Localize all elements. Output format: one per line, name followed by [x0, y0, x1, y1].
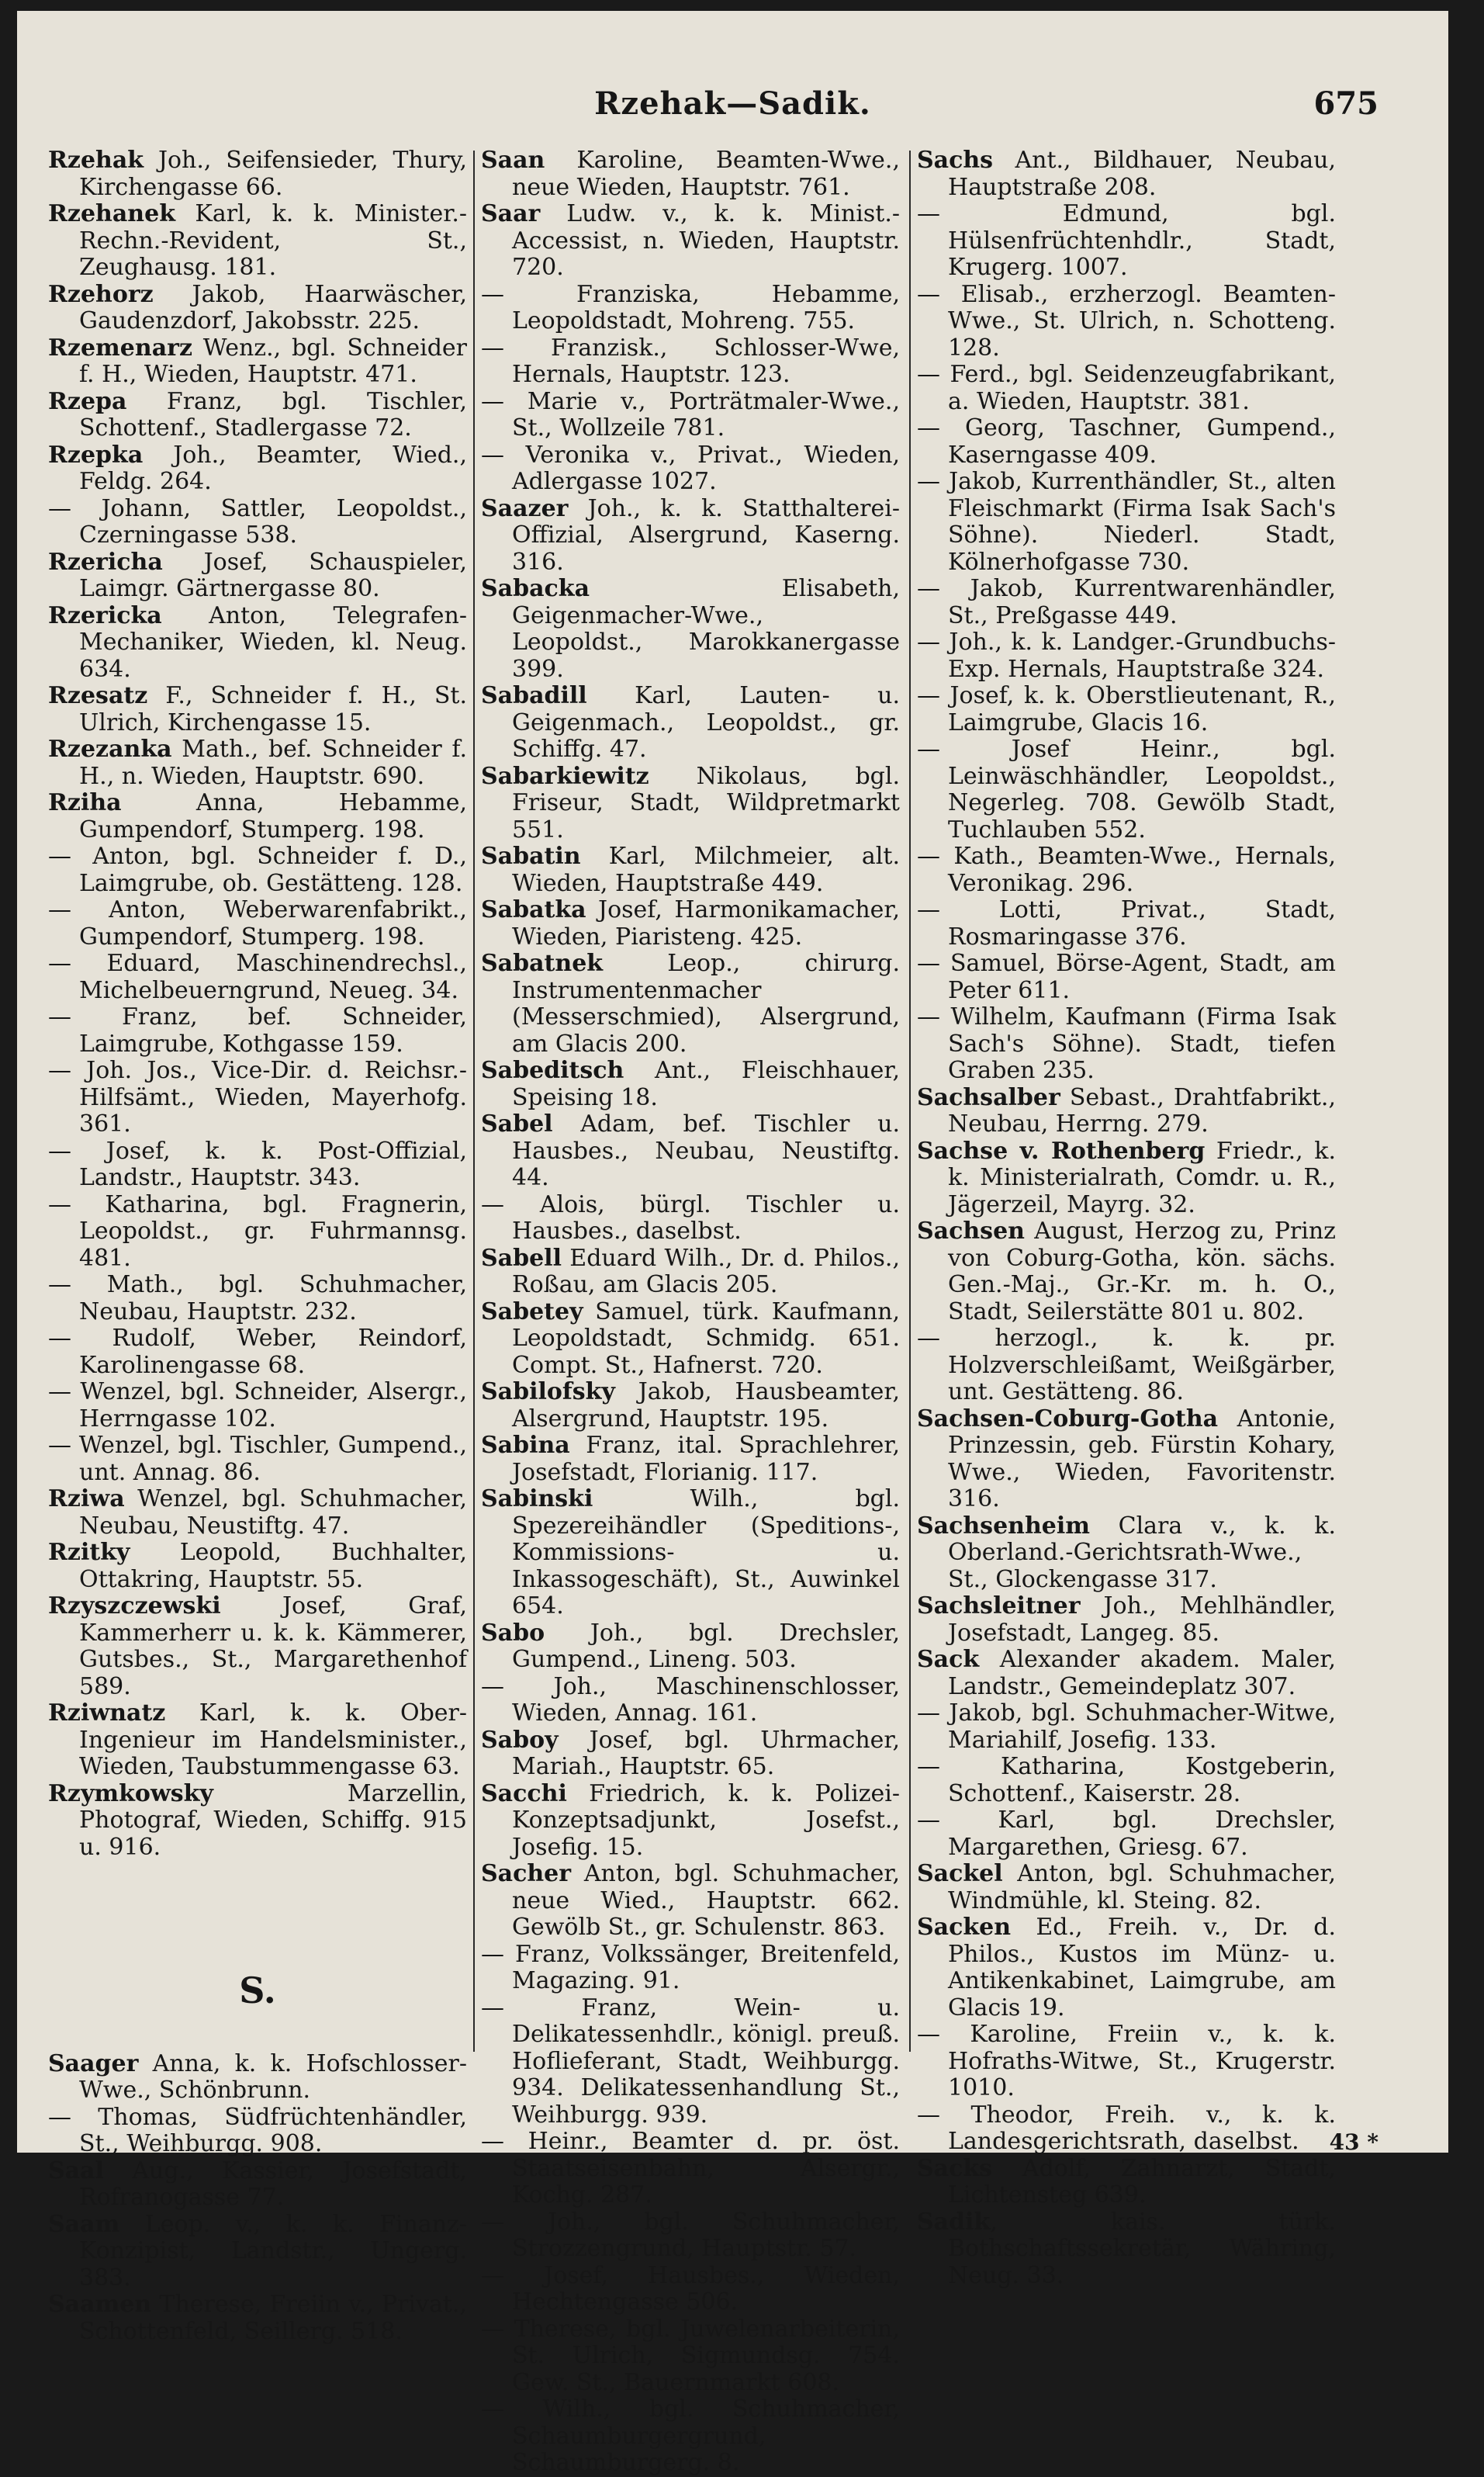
- directory-entry: [48, 1325, 467, 1379]
- entry-details: — Wilhelm, Kaufmann (Firma Isak Sach's Söhne). Stadt, tiefen Graben 235.: [917, 1003, 1336, 1084]
- entry-details: Leop., chirurg. Instrumentenmacher (Messerschmied), Alsergrund, am Glacis 200.: [512, 950, 900, 1058]
- entry-details: — Johann, Sattler, Leopoldst., Czerningasse 538.: [48, 494, 467, 549]
- directory-entry: [917, 844, 1336, 897]
- entry-surname: Sabacka: [481, 575, 590, 602]
- column-rule: [473, 151, 475, 2052]
- entry-details: Joh., Beamter, Wied., Feldg. 264.: [79, 441, 467, 495]
- entry-details: Wilh., bgl. Spezereihändler (Speditions-, Kommissions- u. Inkassogeschäft), St., Auwinkel 654.: [512, 1485, 900, 1620]
- entry-surname: Saal: [48, 2157, 104, 2184]
- entry-details: Leop. v., k. k. Finanz-Konzipist, Landstr., Ungerg. 383.: [79, 2210, 467, 2292]
- entry-details: — Lotti, Privat., Stadt, Rosmaringasse 376.: [917, 896, 1336, 951]
- entry-details: — Joh., bgl. Schuhmacher, Strozzengrund, Hauptstr. 57.: [481, 2208, 900, 2262]
- entry-surname: Sachsen-Coburg-Gotha: [917, 1405, 1219, 1433]
- entry-surname: Sabatnek: [481, 950, 604, 977]
- entry-details: August, Herzog zu, Prinz von Coburg-Gotha, kön. sächs. Gen.-Maj., Gr.-Kr. m. h. O., Stadt, Seilerstätte 801 u. 802.: [948, 1218, 1336, 1325]
- directory-entry: [481, 2396, 900, 2477]
- entry-details: — Theodor, Freih. v., k. k. Landesgerichtsrath, daselbst.: [917, 2101, 1336, 2155]
- directory-entry: [917, 469, 1336, 576]
- entry-details: Karoline, Beamten-Wwe., neue Wieden, Hauptstr. 761.: [512, 147, 900, 201]
- directory-entry: [48, 790, 467, 844]
- directory-entry: [481, 2263, 900, 2316]
- directory-entry: [48, 1192, 467, 1273]
- directory-entry: [481, 1781, 900, 1862]
- entry-surname: Sacks: [917, 2154, 993, 2182]
- directory-entry: [481, 1192, 900, 1245]
- entry-details: Anton, bgl. Schuhmacher, Windmühle, kl. Steing. 82.: [948, 1860, 1336, 1914]
- directory-entry: [481, 1058, 900, 1111]
- entry-details: F., Schneider f. H., St. Ulrich, Kirchengasse 15.: [79, 682, 467, 736]
- directory-entry: [917, 2021, 1336, 2102]
- entry-details: — Wenzel, bgl. Schneider, Alsergr., Herrngasse 102.: [48, 1378, 467, 1433]
- entry-surname: Rziwnatz: [48, 1699, 166, 1727]
- directory-entry: [481, 335, 900, 389]
- directory-entry: [917, 736, 1336, 844]
- entry-details: — Jakob, Kurrenthändler, St., alten Fleischmarkt (Firma Isak Sach's Söhne). Niederl. Stadt, Kölnerhofgasse 730.: [917, 468, 1336, 576]
- directory-entry: [481, 2209, 900, 2263]
- entry-details: Sebast., Drahtfabrikt., Neubau, Herrng. 279.: [948, 1083, 1336, 1138]
- entry-surname: Saboy: [481, 1726, 559, 1754]
- directory-entry: [917, 1807, 1336, 1861]
- entry-details: Ant., Bildhauer, Neubau, Hauptstraße 208.: [948, 147, 1336, 201]
- directory-entry: [481, 442, 900, 496]
- directory-entry: [917, 1914, 1336, 2021]
- directory-entry: [481, 1299, 900, 1380]
- entry-details: Franz, bgl. Tischler, Schottenf., Stadlergasse 72.: [79, 387, 467, 442]
- directory-entry: [917, 683, 1336, 736]
- directory-entry: [481, 201, 900, 282]
- directory-entry: [917, 1513, 1336, 1594]
- entry-surname: Sachs: [917, 147, 994, 174]
- entry-details: — Georg, Taschner, Gumpend., Kaserngasse 409.: [917, 414, 1336, 469]
- directory-entry: [917, 1861, 1336, 1914]
- directory-entry: [481, 389, 900, 442]
- entry-details: Joh., k. k. Statthalterei-Offizial, Alsergrund, Kaserng. 316.: [512, 494, 900, 576]
- entry-details: Antonie, Prinzessin, geb. Fürstin Kohary, Wwe., Wieden, Favoritenstr. 316.: [948, 1405, 1336, 1512]
- directory-entry: [917, 1754, 1336, 1807]
- entry-details: Josef, Harmonikamacher, Wieden, Piaristeng. 425.: [512, 896, 900, 951]
- directory-entry: [481, 844, 900, 897]
- directory-entry: [481, 1379, 900, 1433]
- entry-details: — Anton, bgl. Schneider f. D., Laimgrube, ob. Gestätteng. 128.: [48, 843, 467, 897]
- directory-entry: [48, 442, 467, 496]
- entry-details: — Franz, bef. Schneider, Laimgrube, Kothgasse 159.: [48, 1003, 467, 1058]
- directory-entry: [481, 147, 900, 201]
- entry-details: Joh., Mehlhändler, Josefstadt, Langeg. 85.: [948, 1592, 1336, 1647]
- directory-entry: [917, 1218, 1336, 1325]
- directory-entry: [48, 335, 467, 389]
- entry-surname: Rzyszczewski: [48, 1592, 221, 1620]
- entry-surname: Sachsleitner: [917, 1592, 1081, 1620]
- entry-surname: Rzitky: [48, 1539, 130, 1566]
- entry-details: — Franziska, Hebamme, Leopoldstadt, Mohreng. 755.: [481, 280, 900, 334]
- entry-surname: Sabo: [481, 1619, 545, 1647]
- entry-details: Clara v., k. k. Oberland.-Gerichtsrath-Wwe., St., Glockengasse 317.: [948, 1512, 1336, 1593]
- directory-entry: [48, 844, 467, 897]
- directory-entry: [48, 389, 467, 442]
- directory-entry: [48, 1700, 467, 1781]
- entry-surname: Sabatka: [481, 896, 586, 923]
- entry-surname: Rzymkowsky: [48, 1779, 213, 1807]
- directory-entry: [917, 2156, 1336, 2209]
- directory-entry: [48, 603, 467, 684]
- entry-details: — Josef, Hausbes., Wieden, Hechtengasse 506.: [481, 2261, 900, 2316]
- entry-details: Ed., Freih. v., Dr. d. Philos., Kustos im Münz- u. Antikenkabinet, Laimgrube, am Glacis 19.: [948, 1914, 1336, 2021]
- directory-entry: [48, 1486, 467, 1540]
- entry-details: Aug., Kassier, Josefstadt, Rofranogasse 77.: [79, 2157, 467, 2211]
- entry-surname: Rziwa: [48, 1485, 125, 1512]
- entry-surname: Saam: [48, 2210, 120, 2238]
- entry-details: — Katharina, Kostgeberin, Schottenf., Kaiserstr. 28.: [917, 1753, 1336, 1807]
- entry-surname: Sacchi: [481, 1779, 567, 1807]
- entry-details: — Jakob, bgl. Schuhmacher-Witwe, Mariahilf, Josefig. 133.: [917, 1699, 1336, 1754]
- entry-details: — Samuel, Börse-Agent, Stadt, am Peter 611.: [917, 950, 1336, 1004]
- entry-details: — Math., bgl. Schuhmacher, Neubau, Hauptstr. 232.: [48, 1271, 467, 1325]
- entry-details: — Rudolf, Weber, Reindorf, Karolinengasse 68.: [48, 1325, 467, 1379]
- entry-details: Franz, ital. Sprachlehrer, Josefstadt, Florianig. 117.: [512, 1432, 900, 1486]
- entry-surname: Sabel: [481, 1110, 553, 1138]
- directory-entry: [917, 1700, 1336, 1754]
- entry-surname: Saar: [481, 200, 541, 227]
- entry-details: Nikolaus, bgl. Friseur, Stadt, Wildpretmarkt 551.: [512, 762, 900, 844]
- directory-entry: [48, 1004, 467, 1058]
- directory-entry: [917, 201, 1336, 282]
- entry-surname: Saager: [48, 2049, 139, 2077]
- entry-details: Karl, k. k. Ober-Ingenieur im Handelsminister., Wieden, Taubstummengasse 63.: [79, 1699, 467, 1780]
- entry-details: Therese, Freiin v., Privat., Schottenfeld, Seillerg. 518.: [79, 2291, 467, 2345]
- entry-details: Friedr., k. k. Ministerialrath, Comdr. u. R., Jägerzeil, Mayrg. 32.: [948, 1137, 1336, 1218]
- directory-entry: [481, 1111, 900, 1192]
- entry-details: Wenzel, bgl. Schuhmacher, Neubau, Neustiftg. 47.: [79, 1485, 467, 1540]
- entry-details: — Thomas, Südfrüchtenhändler, St., Weihburgg. 908.: [48, 2103, 467, 2157]
- directory-entry: [917, 629, 1336, 683]
- entry-details: , kais. türk. Bothschaftssekretär, Währing, Neug. 33.: [948, 2208, 1336, 2289]
- entry-surname: Sackel: [917, 1860, 1003, 1887]
- entry-details: Alexander akadem. Maler, Landstr., Gemeindeplatz 307.: [948, 1646, 1336, 1700]
- entry-surname: Rzemenarz: [48, 334, 192, 362]
- entry-details: — Ferd., bgl. Seidenzeugfabrikant, a. Wieden, Hauptstr. 381.: [917, 361, 1336, 415]
- entry-details: Samuel, türk. Kaufmann, Leopoldstadt, Schmidg. 651. Compt. St., Hafnerst. 720.: [512, 1297, 900, 1379]
- directory-entry: [48, 1593, 467, 1700]
- entry-details: Friedrich, k. k. Polizei-Konzeptsadjunkt, Josefst., Josefig. 15.: [512, 1779, 900, 1861]
- entry-details: — Veronika v., Privat., Wieden, Adlergasse 1027.: [481, 441, 900, 495]
- entry-surname: Saan: [481, 147, 545, 174]
- entry-details: — Wilh., bgl. Schuhmacher, Schaumburgergrund, Schaumburgerg. 8.: [481, 2396, 900, 2476]
- entry-details: — Karl, bgl. Drechsler, Margarethen, Griesg. 67.: [917, 1807, 1336, 1861]
- directory-entry: [481, 2129, 900, 2209]
- entry-details: — Josef Heinr., bgl. Leinwäschhändler, Leopoldst., Negerleg. 708. Gewölb Stadt, Tuchlauben 552.: [917, 736, 1336, 844]
- running-title: Rzehak—Sadik.: [594, 85, 871, 122]
- directory-entry: [917, 2209, 1336, 2290]
- entry-surname: Sacher: [481, 1860, 572, 1887]
- entry-details: — Josef, k. k. Post-Offizial, Landstr., Hauptstr. 343.: [48, 1137, 467, 1191]
- directory-entry: [917, 1406, 1336, 1513]
- entry-surname: Sacken: [917, 1914, 1012, 1941]
- entry-details: Anna, Hebamme, Gumpendorf, Stumperg. 198.: [79, 789, 467, 844]
- entry-details: Josef, Schauspieler, Laimgr. Gärtnergasse 80.: [79, 548, 467, 602]
- directory-entry: [48, 2212, 467, 2292]
- directory-entry: [48, 147, 467, 201]
- directory-entry: [917, 1085, 1336, 1138]
- entry-details: Elisabeth, Geigenmacher-Wwe., Leopoldst., Marokkanergasse 399.: [512, 575, 900, 683]
- entry-details: Math., bef. Schneider f. H., n. Wieden, Hauptstr. 690.: [79, 736, 467, 790]
- directory-entry: [917, 2102, 1336, 2156]
- entry-details: Leopold, Buchhalter, Ottakring, Hauptstr. 55.: [79, 1539, 467, 1593]
- entry-details: Joh., bgl. Drechsler, Gumpend., Lineng. 503.: [512, 1619, 900, 1673]
- directory-entry: [48, 2105, 467, 2158]
- entry-surname: Rzehanek: [48, 200, 175, 227]
- entry-surname: Sabarkiewitz: [481, 762, 649, 790]
- directory-entry: [48, 897, 467, 951]
- directory-entry: [48, 2292, 467, 2345]
- entry-surname: Rzezanka: [48, 736, 172, 763]
- entry-surname: Rzericka: [48, 601, 162, 629]
- directory-entry: [481, 683, 900, 764]
- directory-entry: [481, 1486, 900, 1620]
- entry-surname: Sabina: [481, 1432, 570, 1459]
- directory-entry: [481, 496, 900, 577]
- entry-surname: Rziha: [48, 789, 122, 816]
- entry-details: Anton, bgl. Schuhmacher, neue Wied., Hauptstr. 662. Gewölb St., gr. Schulenstr. 863.: [512, 1860, 900, 1941]
- entry-surname: Saamen: [48, 2291, 152, 2318]
- entry-details: — Anton, Weberwarenfabrikt., Gumpendorf, Stumperg. 198.: [48, 896, 467, 951]
- entry-details: — Franzisk., Schlosser-Wwe, Hernals, Hauptstr. 123.: [481, 334, 900, 388]
- entry-surname: Saazer: [481, 494, 569, 522]
- entry-details: Josef, bgl. Uhrmacher, Mariah., Hauptstr. 65.: [512, 1726, 900, 1780]
- entry-details: — Edmund, bgl. Hülsenfrüchtenhdlr., Stadt, Krugerg. 1007.: [917, 200, 1336, 281]
- entry-details: Karl, k. k. Minister.-Rechn.-Revident, St., Zeughausg. 181.: [79, 200, 467, 281]
- entry-details: Jakob, Hausbeamter, Alsergrund, Hauptstr. 195.: [512, 1378, 900, 1433]
- entry-details: Karl, Lauten- u. Geigenmach., Leopoldst., gr. Schiffg. 47.: [512, 682, 900, 763]
- entry-details: — Karoline, Freiin v., k. k. Hofraths-Witwe, St., Krugerstr. 1010.: [917, 2021, 1336, 2101]
- entry-details: — Katharina, bgl. Fragnerin, Leopoldst., gr. Fuhrmannsg. 481.: [48, 1190, 467, 1272]
- directory-entry: [48, 1058, 467, 1138]
- directory-entry: [481, 1433, 900, 1486]
- directory-entry: [481, 1674, 900, 1727]
- directory-entry: [917, 1004, 1336, 1085]
- directory-entry: [48, 1272, 467, 1325]
- entry-details: — Jakob, Kurrentwarenhändler, St., Preßgasse 449.: [917, 575, 1336, 629]
- directory-entry: [917, 1647, 1336, 1700]
- entry-details: — Marie v., Porträtmaler-Wwe., St., Wollzeile 781.: [481, 387, 900, 442]
- entry-details: Ant., Fleischhauer, Speising 18.: [512, 1057, 900, 1111]
- entry-details: Josef, Graf, Kammerherr u. k. k. Kämmerer, Gutsbes., St., Margarethenhof 589.: [79, 1592, 467, 1700]
- directory-entry: [481, 1942, 900, 1995]
- directory-entry: [48, 736, 467, 790]
- directory-entry: [48, 1433, 467, 1486]
- entry-details: — Alois, bürgl. Tischler u. Hausbes., daselbst.: [481, 1190, 900, 1245]
- entry-surname: Rzesatz: [48, 682, 148, 709]
- entry-details: — Eduard, Maschinendrechsl., Michelbeuerngrund, Neueg. 34.: [48, 950, 467, 1004]
- page-number: 675: [1313, 85, 1378, 122]
- entry-surname: Sachse v. Rothenberg: [917, 1137, 1206, 1165]
- entry-surname: Sabilofsky: [481, 1378, 615, 1405]
- entry-details: Karl, Milchmeier, alt. Wieden, Hauptstraße 449.: [512, 843, 900, 897]
- entry-details: — Joh., Maschinenschlosser, Wieden, Annag. 161.: [481, 1672, 900, 1727]
- entry-details: Jakob, Haarwäscher, Gaudenzdorf, Jakobsstr. 225.: [79, 280, 467, 334]
- entry-surname: Rzepa: [48, 387, 127, 415]
- directory-entry: [481, 764, 900, 844]
- directory-entry: [481, 1620, 900, 1674]
- directory-entry: [481, 576, 900, 683]
- entry-details: Anna, k. k. Hofschlosser-Wwe., Schönbrunn.: [79, 2049, 467, 2104]
- entry-surname: Rzehorz: [48, 280, 154, 308]
- entry-details: — Heinr., Beamter d. pr. öst. Staatseisenbahn, Alsergr., Kochg. 287.: [481, 2128, 900, 2209]
- directory-entry: [917, 282, 1336, 362]
- entry-details: Joh., Seifensieder, Thury, Kirchengasse 66.: [79, 147, 467, 201]
- signature-mark: 43 *: [1329, 2129, 1378, 2155]
- entry-details: — Joh., k. k. Landger.-Grundbuchs-Exp. Hernals, Hauptstraße 324.: [917, 629, 1336, 683]
- entry-surname: Sack: [917, 1646, 980, 1673]
- directory-entry: [917, 576, 1336, 629]
- directory-entry: [917, 1325, 1336, 1406]
- directory-entry: [481, 1245, 900, 1299]
- entry-details: — Kath., Beamten-Wwe., Hernals, Veronikag. 296.: [917, 843, 1336, 897]
- section-letter: S.: [239, 1969, 276, 2011]
- directory-entry: [48, 1540, 467, 1593]
- entry-details: — Wenzel, bgl. Tischler, Gumpend., unt. Annag. 86.: [48, 1432, 467, 1486]
- entry-surname: Sabetey: [481, 1297, 583, 1325]
- directory-entry: [48, 1781, 467, 1862]
- directory-entry: [917, 951, 1336, 1004]
- column-3: [917, 147, 1336, 2289]
- entry-details: — Elisab., erzherzogl. Beamten-Wwe., St. Ulrich, n. Schotteng. 128.: [917, 280, 1336, 362]
- directory-entry: [48, 1379, 467, 1433]
- entry-details: — Therese, bgl. Juwelenarbeiterin, St. Ulrich, Sigmundsg. 754. Gew. St., Bauernmarkt 608.: [481, 2315, 900, 2396]
- directory-page: [17, 11, 1448, 2476]
- entry-details: Ludw. v., k. k. Minist.-Accessist, n. Wieden, Hauptstr. 720.: [512, 200, 900, 281]
- entry-surname: Sabinski: [481, 1485, 593, 1512]
- directory-entry: [481, 1727, 900, 1781]
- entry-details: — herzogl., k. k. pr. Holzverschleißamt, Weißgärber, unt. Gestätteng. 86.: [917, 1325, 1336, 1405]
- entry-details: — Joh. Jos., Vice-Dir. d. Reichsr.-Hilfsämt., Wieden, Mayerhofg. 361.: [48, 1057, 467, 1138]
- entry-surname: Sabell: [481, 1244, 562, 1272]
- directory-entry: [917, 1593, 1336, 1647]
- column-1: [48, 147, 467, 2345]
- directory-entry: [48, 1138, 467, 1192]
- directory-entry: [481, 951, 900, 1058]
- directory-entry: [48, 549, 467, 603]
- directory-entry: [917, 897, 1336, 951]
- directory-entry: [481, 2316, 900, 2397]
- entry-surname: Sabeditsch: [481, 1057, 624, 1084]
- directory-entry: [481, 1861, 900, 1942]
- directory-entry: [48, 683, 467, 736]
- column-rule: [909, 151, 911, 2052]
- entry-details: Wenz., bgl. Schneider f. H., Wieden, Hauptstr. 471.: [79, 334, 467, 388]
- entry-surname: Sabadill: [481, 682, 587, 709]
- entry-surname: Sadik: [917, 2208, 991, 2236]
- entry-details: Adam, bef. Tischler u. Hausbes., Neubau, Neustiftg. 44.: [512, 1110, 900, 1191]
- entry-surname: Sachsenheim: [917, 1512, 1091, 1540]
- directory-entry: [481, 282, 900, 335]
- directory-entry: [917, 415, 1336, 469]
- directory-entry: [48, 282, 467, 335]
- column-2: [481, 147, 900, 2477]
- directory-entry: [48, 201, 467, 282]
- directory-entry: [917, 1138, 1336, 1219]
- directory-entry: [917, 147, 1336, 201]
- entry-surname: Rzehak: [48, 147, 144, 174]
- entry-details: Anton, Telegrafen-Mechaniker, Wieden, kl. Neug. 634.: [79, 601, 467, 683]
- entry-surname: Sachsalber: [917, 1083, 1060, 1111]
- entry-surname: Sabatin: [481, 843, 581, 870]
- directory-entry: [481, 1995, 900, 2129]
- entry-surname: Rzericha: [48, 548, 163, 576]
- directory-entry: [917, 362, 1336, 415]
- entry-details: Marzellin, Photograf, Wieden, Schiffg. 915 u. 916.: [79, 1779, 467, 1861]
- entry-details: Adolf, Zahnarzt, Stadt, Lichtensteg 639.: [948, 2154, 1336, 2209]
- page-header: [17, 85, 1448, 135]
- directory-entry: [481, 897, 900, 951]
- entry-details: Eduard Wilh., Dr. d. Philos., Roßau, am Glacis 205.: [512, 1244, 900, 1298]
- entry-surname: Sachsen: [917, 1218, 1025, 1245]
- entry-details: — Josef, k. k. Oberstlieutenant, R., Laimgrube, Glacis 16.: [917, 682, 1336, 736]
- directory-entry: [48, 951, 467, 1004]
- directory-entry: [48, 496, 467, 549]
- entry-details: — Franz, Volkssänger, Breitenfeld, Magazing. 91.: [481, 1940, 900, 1994]
- entry-surname: Rzepka: [48, 441, 144, 469]
- entry-details: — Franz, Wein- u. Delikatessenhdlr., königl. preuß. Hoflieferant, Stadt, Weihburgg. 934. Delikatessenhandlung St., Weihburgg. 939.: [481, 1994, 900, 2129]
- directory-entry: [48, 2051, 467, 2105]
- directory-entry: [48, 2158, 467, 2212]
